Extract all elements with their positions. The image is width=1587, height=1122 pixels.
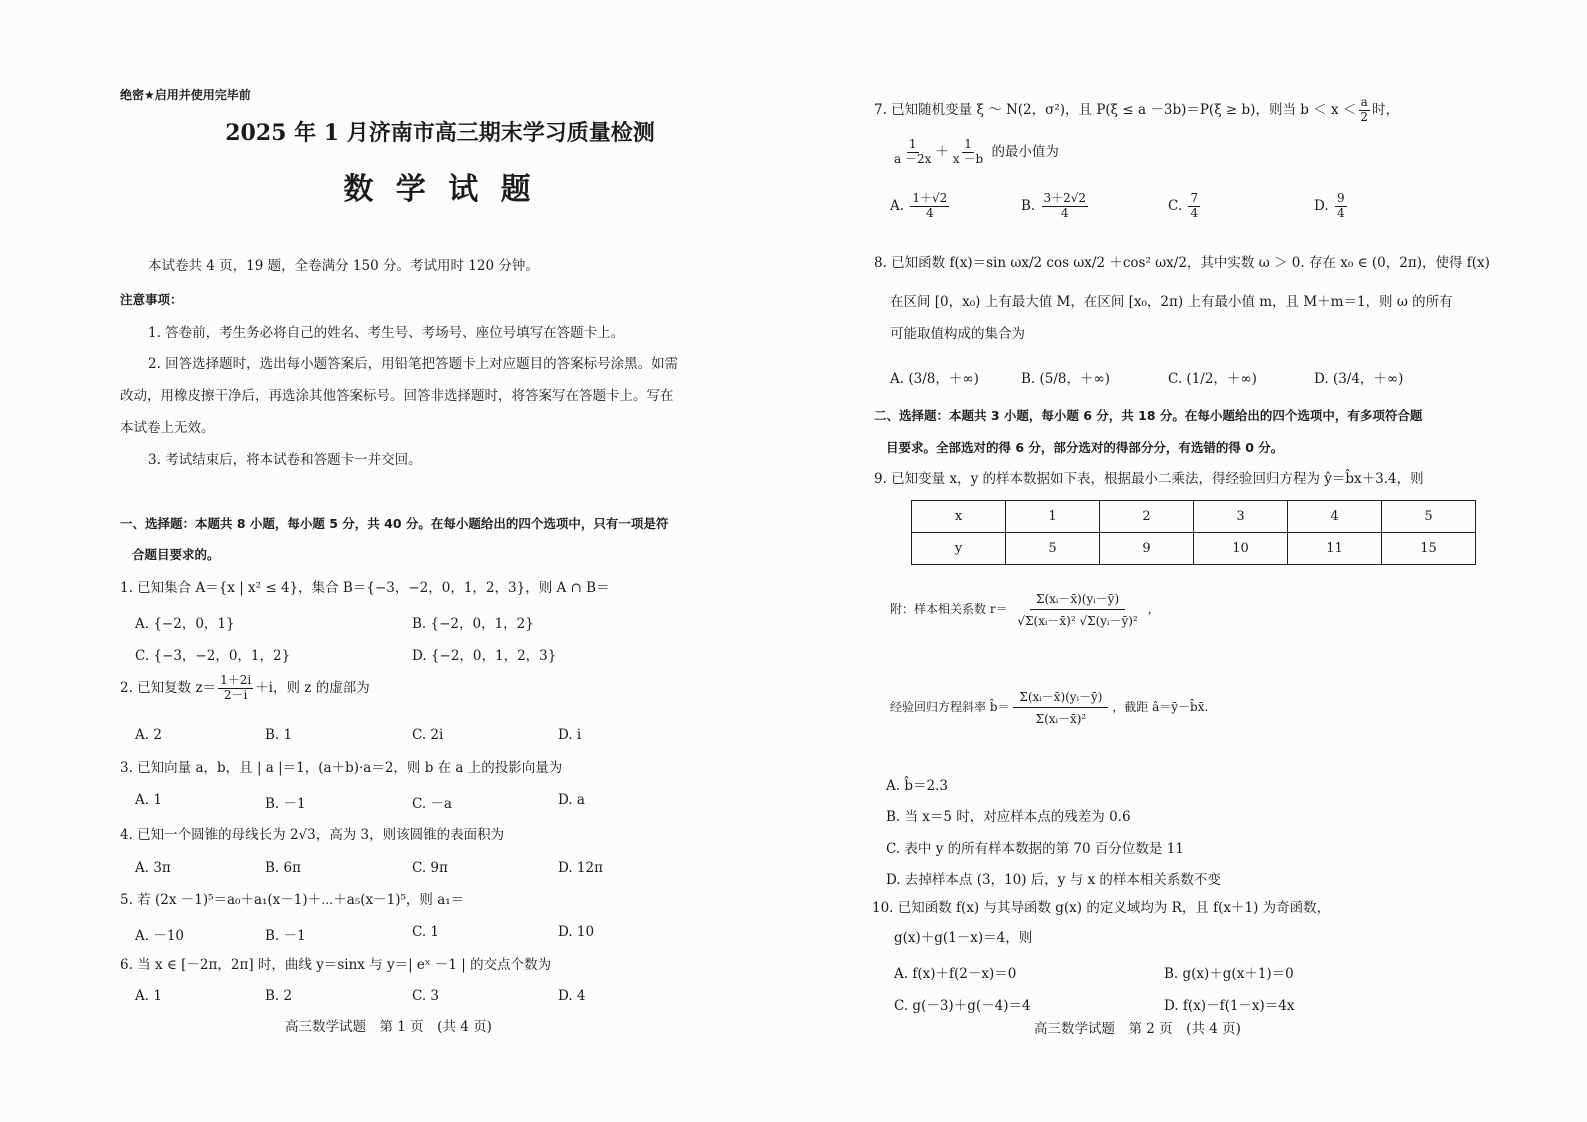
q8-option-c: C. (1/2，＋∞) xyxy=(1168,371,1257,387)
right-page xyxy=(824,0,1584,1122)
q7-option-d xyxy=(1314,192,1349,221)
q6-option-c: C. 3 xyxy=(412,988,440,1004)
section-2-heading: 二、选择题：本题共 3 小题，每小题 6 分，共 18 分。在每小题给出的四个选项中，有多项符合题 xyxy=(874,408,1423,423)
q8-option-b: B. (5/8，＋∞) xyxy=(1021,371,1111,387)
table-cell: 5 xyxy=(1382,501,1476,533)
q7-option-c-num: 7 xyxy=(1190,191,1199,205)
q7-option-c-frac xyxy=(1188,192,1200,221)
question-1: 1. 已知集合 A＝{x | x² ≤ 4}，集合 B＝{−3，−2，0，1，2，3}，则 A ∩ B＝ xyxy=(120,580,610,596)
q1-option-b: B. {−2，0，1，2} xyxy=(412,616,534,632)
question-10-line2: g(x)＋g(1－x)＝4，则 xyxy=(894,930,1033,946)
q6-option-d: D. 4 xyxy=(558,988,586,1004)
table-cell: 9 xyxy=(1100,533,1194,565)
q1-option-c: C. {−3，−2，0，1，2} xyxy=(135,648,291,664)
q7-expression xyxy=(890,138,1059,167)
q2-option-a: A. 2 xyxy=(135,727,162,743)
q5-option-c: C. 1 xyxy=(412,924,440,940)
q7-prefix: 7. 已知随机变量 ξ ～ N(2，σ²)，且 P(ξ ≤ a －3b)＝P(ξ ≥ b)，则当 b ＜ x ＜ xyxy=(874,101,1357,118)
q3-option-d: D. a xyxy=(558,792,585,808)
formula-b-label: 经验回归方程斜率 b̂＝ xyxy=(890,700,1010,714)
formula-r-comma: ， xyxy=(1147,602,1160,616)
q7-frac2-den: x －b xyxy=(952,151,984,166)
formula-b-suffix: ，截距 â＝ȳ－b̂x̄. xyxy=(1112,700,1209,714)
q2-option-b: B. 1 xyxy=(265,727,293,743)
formula-r-fraction xyxy=(1011,590,1143,629)
section-1-heading: 一、选择题：本题共 8 小题，每小题 5 分，共 40 分。在每小题给出的四个选项中，只有一项是符 xyxy=(120,516,669,531)
q7-option-b xyxy=(1021,192,1090,221)
q7-option-a-den: 4 xyxy=(925,205,934,220)
q6-option-a: A. 1 xyxy=(135,988,162,1004)
question-8-line3: 可能取值构成的集合为 xyxy=(890,326,1025,342)
table-cell: 1 xyxy=(1006,501,1100,533)
q5-option-a: A. －10 xyxy=(135,928,185,944)
table-row-y xyxy=(912,533,1476,565)
table-cell: x xyxy=(912,501,1006,533)
notice-2c: 本试卷上无效。 xyxy=(120,420,215,436)
question-3: 3. 已知向量 a，b，且 | a |＝1，(a＋b)·a＝2，则 b 在 a 上的投影向量为 xyxy=(120,760,563,776)
table-cell: 10 xyxy=(1194,533,1288,565)
q7-a-over-2-num: a xyxy=(1360,95,1368,109)
q7-plus: ＋ xyxy=(935,143,949,160)
secret-label: 绝密★启用并使用完毕前 xyxy=(120,88,251,102)
q8-option-d: D. (3/4，＋∞) xyxy=(1314,371,1404,387)
formula-b-fraction xyxy=(1013,688,1108,727)
q5-option-d: D. 10 xyxy=(558,924,595,940)
page-footer-2: 高三数学试题 第 2 页 (共 4 页) xyxy=(1034,1021,1241,1037)
exam-title: 2025 年 1 月济南市高三期末学习质量检测 xyxy=(225,120,655,146)
table-cell: 4 xyxy=(1288,501,1382,533)
q2-suffix: ＋i，则 z 的虚部为 xyxy=(255,679,370,696)
page-footer-1: 高三数学试题 第 1 页 (共 4 页) xyxy=(285,1019,492,1035)
table-cell: 15 xyxy=(1382,533,1476,565)
formula-r-den: √Σ(xᵢ－x̄)² √Σ(yᵢ－ȳ)² xyxy=(1017,614,1138,628)
question-8-line2: 在区间 [0，x₀) 上有最大值 M，在区间 [x₀，2π) 上有最小值 m，且 M＋m＝1，则 ω 的所有 xyxy=(890,294,1453,310)
q7-option-d-label: D. xyxy=(1314,197,1329,214)
subject-title: 数 学 试 题 xyxy=(343,172,537,207)
q3-option-c: C. －a xyxy=(412,796,452,812)
question-10-line1: 10. 已知函数 f(x) 与其导函数 g(x) 的定义域均为 R，且 f(x＋1) 为奇函数， xyxy=(872,900,1331,916)
q1-option-a: A. {−2，0，1} xyxy=(135,616,235,632)
q7-option-a xyxy=(890,192,951,221)
question-4: 4. 已知一个圆锥的母线长为 2√3，高为 3，则该圆锥的表面积为 xyxy=(120,827,505,843)
q4-option-d: D. 12π xyxy=(558,860,603,876)
q3-option-b: B. －1 xyxy=(265,796,306,812)
q2-fraction-den: 2－i xyxy=(223,687,248,702)
table-cell: 5 xyxy=(1006,533,1100,565)
q7-option-a-frac xyxy=(910,192,949,221)
q7-frac2 xyxy=(951,138,985,167)
q7-frac1-num: 1 xyxy=(908,137,917,151)
section-2-heading-cont: 目要求。全部选对的得 6 分，部分选对的得部分分，有选错的得 0 分。 xyxy=(886,440,1284,455)
q4-option-a: A. 3π xyxy=(135,860,171,876)
notice-1: 1. 答卷前，考生务必将自己的姓名、考生号、考场号、座位号填写在答题卡上。 xyxy=(148,325,625,341)
formula-b xyxy=(890,688,1208,727)
q4-option-b: B. 6π xyxy=(265,860,301,876)
q7-a-over-2 xyxy=(1358,96,1370,125)
q7-option-d-den: 4 xyxy=(1336,205,1345,220)
q7-frac1 xyxy=(892,138,933,167)
question-6: 6. 当 x ∈ [－2π，2π] 时，曲线 y＝sinx 与 y＝| eˣ －1 | 的交点个数为 xyxy=(120,957,552,973)
q7-option-a-num: 1＋√2 xyxy=(912,191,948,205)
q1-option-d: D. {−2，0，1，2，3} xyxy=(412,648,557,664)
q7-frac1-den: a －2x xyxy=(894,151,932,166)
q5-option-b: B. －1 xyxy=(265,928,306,944)
q9-option-c: C. 表中 y 的所有样本数据的第 70 百分位数是 11 xyxy=(886,841,1184,857)
left-page xyxy=(60,0,820,1122)
q7-option-b-num: 3＋2√2 xyxy=(1043,191,1087,205)
table-cell: 2 xyxy=(1100,501,1194,533)
q7-option-c xyxy=(1168,192,1202,221)
q10-option-b: B. g(x)＋g(x＋1)＝0 xyxy=(1164,966,1294,982)
formula-b-num: Σ(xᵢ－x̄)(yᵢ－ȳ) xyxy=(1013,688,1108,708)
q4-option-c: C. 9π xyxy=(412,860,448,876)
q7-option-d-num: 9 xyxy=(1336,191,1345,205)
q7-option-b-frac xyxy=(1042,192,1089,221)
formula-r-label: 附：样本相关系数 r＝ xyxy=(890,602,1008,616)
question-7 xyxy=(874,96,1399,125)
question-2 xyxy=(120,674,370,703)
q9-data-table xyxy=(911,500,1476,565)
q7-option-c-label: C. xyxy=(1168,197,1183,214)
formula-r xyxy=(890,590,1160,629)
table-cell: 11 xyxy=(1288,533,1382,565)
formula-b-den: Σ(xᵢ－x̄)² xyxy=(1035,712,1087,726)
question-5: 5. 若 (2x －1)⁵＝a₀＋a₁(x－1)＋⋯＋a₅(x－1)⁵，则 a₁＝ xyxy=(120,892,465,908)
notice-2a: 2. 回答选择题时，选出每小题答案后，用铅笔把答题卡上对应题目的答案标号涂黑。如需 xyxy=(148,356,679,372)
q2-option-c: C. 2i xyxy=(412,727,444,743)
question-9: 9. 已知变量 x，y 的样本数据如下表，根据最小二乘法，得经验回归方程为 ŷ＝b̂x＋3.4，则 xyxy=(874,471,1424,487)
notice-3: 3. 考试结束后，将本试卷和答题卡一并交回。 xyxy=(148,452,422,468)
q9-option-d: D. 去掉样本点 (3，10) 后，y 与 x 的样本相关系数不变 xyxy=(886,872,1221,888)
section-1-heading-cont: 合题目要求的。 xyxy=(132,547,220,562)
q2-fraction-num: 1＋2i xyxy=(220,673,252,687)
q7-suffix: 时， xyxy=(1372,101,1400,118)
formula-r-num: Σ(xᵢ－x̄)(yᵢ－ȳ) xyxy=(1030,590,1125,610)
q7-option-d-frac xyxy=(1335,192,1347,221)
q10-option-c: C. g(－3)＋g(－4)＝4 xyxy=(894,998,1031,1014)
q2-prefix: 2. 已知复数 z＝ xyxy=(120,679,217,696)
q3-option-a: A. 1 xyxy=(135,792,162,808)
q2-option-d: D. i xyxy=(558,727,582,743)
table-row-x xyxy=(912,501,1476,533)
notice-2b: 改动，用橡皮擦干净后，再选涂其他答案标号。回答非选择题时，将答案写在答题卡上。写在 xyxy=(120,388,674,404)
notice-title: 注意事项： xyxy=(120,292,183,307)
q7-option-b-den: 4 xyxy=(1060,205,1069,220)
intro-text: 本试卷共 4 页，19 题，全卷满分 150 分。考试用时 120 分钟。 xyxy=(148,258,539,274)
q2-fraction xyxy=(218,674,253,703)
q10-option-d: D. f(x)－f(1－x)＝4x xyxy=(1164,998,1295,1014)
q7-option-a-label: A. xyxy=(890,197,905,214)
q6-option-b: B. 2 xyxy=(265,988,293,1004)
q8-option-a: A. (3/8，＋∞) xyxy=(890,371,979,387)
q9-option-b: B. 当 x＝5 时，对应样本点的残差为 0.6 xyxy=(886,809,1131,825)
q7-min-text: 的最小值为 xyxy=(991,143,1059,160)
q7-a-over-2-den: 2 xyxy=(1360,109,1369,124)
q10-option-a: A. f(x)＋f(2－x)＝0 xyxy=(894,966,1017,982)
table-cell: 3 xyxy=(1194,501,1288,533)
q7-frac2-num: 1 xyxy=(964,137,972,151)
table-cell: y xyxy=(912,533,1006,565)
question-8-line1: 8. 已知函数 f(x)＝sin ωx/2 cos ωx/2 ＋cos² ωx/2，其中实数 ω ＞ 0. 存在 x₀ ∈ (0，2π)，使得 f(x) xyxy=(874,255,1490,271)
q7-option-c-den: 4 xyxy=(1190,205,1199,220)
q7-option-b-label: B. xyxy=(1021,197,1036,214)
q9-option-a: A. b̂＝2.3 xyxy=(886,778,948,794)
